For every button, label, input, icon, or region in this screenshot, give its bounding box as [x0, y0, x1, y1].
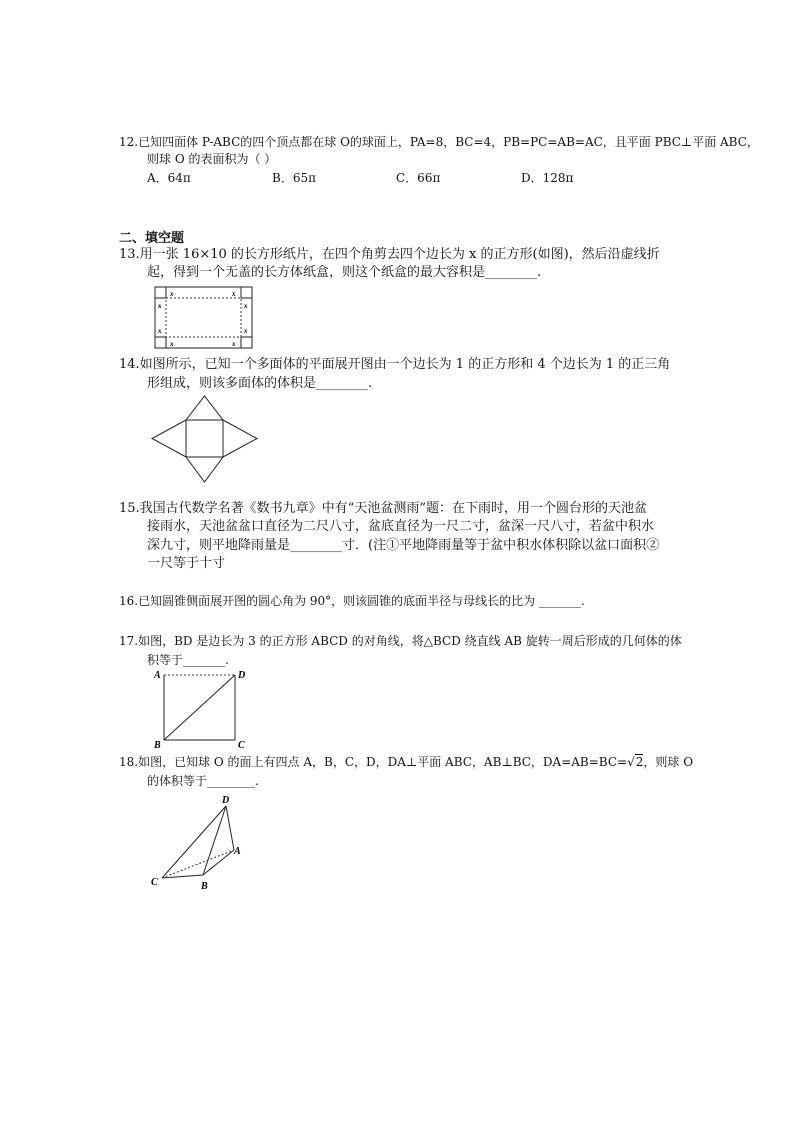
- section-title: 二、填空题: [119, 231, 185, 246]
- q15-line4: 一尺等于十寸: [147, 556, 226, 571]
- q18-label-c: C: [151, 877, 158, 888]
- q18-label-d: D: [222, 795, 230, 806]
- q17-line2: 积等于_______.: [147, 653, 229, 667]
- q13-line2: 起，得到一个无盖的长方体纸盒，则这个纸盒的最大容积是________.: [147, 265, 542, 280]
- q13-label-x: x: [232, 290, 236, 298]
- q14-net-figure: [149, 394, 261, 486]
- q13-line1: 13.用一张 16×10 的长方形纸片，在四个角剪去四个边长为 x 的正方形(如图)，然后沿虚线折: [119, 247, 660, 262]
- q13-label-x: x: [232, 340, 236, 348]
- q12-line2: 则球 O 的表面积为（ ）: [147, 152, 277, 166]
- q18-tetrahedron-figure: [148, 793, 248, 893]
- q12-option-a: A．64π: [147, 171, 191, 185]
- q18-line1: [119, 753, 693, 772]
- q18-line1-a: 18.如图，已知球 O 的面上有四点 A，B，C，D，DA⊥平面 ABC，AB⊥BC，DA=AB=BC=: [119, 755, 628, 769]
- q18-line2: 的体积等于________.: [147, 774, 259, 788]
- q18-label-b: B: [201, 881, 208, 892]
- q15-line3: 深九寸，则平地降雨量是________寸．(注①平地降雨量等于盆中积水体积除以盆口面积②: [147, 538, 660, 553]
- q17-label-d: D: [238, 670, 246, 681]
- q17-label-c: C: [238, 740, 245, 750]
- q13-label-x: x: [170, 340, 174, 348]
- q13-label-x: x: [244, 327, 248, 335]
- q13-label-x: x: [244, 302, 248, 310]
- q13-paper-figure: [154, 286, 254, 350]
- q14-line1: 14.如图所示，已知一个多面体的平面展开图由一个边长为 1 的正方形和 4 个边长为 1 的正三角: [119, 357, 671, 372]
- q15-line2: 接雨水，天池盆盆口直径为二尺八寸，盆底直径为一尺二寸，盆深一尺八寸，若盆中积水: [147, 519, 655, 534]
- q12-option-b: B．65π: [272, 171, 316, 185]
- q14-line2: 形组成，则该多面体的体积是________.: [147, 376, 373, 391]
- q17-label-a: A: [154, 670, 161, 681]
- q13-label-x: x: [170, 290, 174, 298]
- q16-line1: 16.已知圆锥侧面展开图的圆心角为 90°，则该圆锥的底面半径与母线长的比为 _______.: [119, 594, 585, 608]
- q18-line1-b: ，则球 O: [643, 755, 694, 769]
- q17-label-b: B: [154, 740, 161, 750]
- q12-option-d: D．128π: [521, 171, 574, 185]
- q18-sqrt-value: 2: [635, 755, 644, 769]
- q13-label-x: x: [158, 327, 162, 335]
- q17-line1: 17.如图，BD 是边长为 3 的正方形 ABCD 的对角线，将△BCD 绕直线 AB 旋转一周后形成的几何体的体: [119, 634, 682, 648]
- q17-square-figure: [150, 666, 250, 750]
- q13-label-x: x: [158, 302, 162, 310]
- q12-line1: 12.已知四面体 P-ABC的四个顶点都在球 O的球面上，PA=8，BC=4，PB=PC=AB=AC，且平面 PBC⊥平面 ABC，: [119, 135, 759, 149]
- q18-label-a: A: [234, 846, 241, 857]
- q18-sqrt-sign: √: [627, 755, 635, 769]
- q15-line1: 15.我国古代数学名著《数书九章》中有“天池盆测雨”题：在下雨时，用一个圆台形的天池盆: [119, 501, 647, 516]
- q12-option-c: C．66π: [396, 171, 441, 185]
